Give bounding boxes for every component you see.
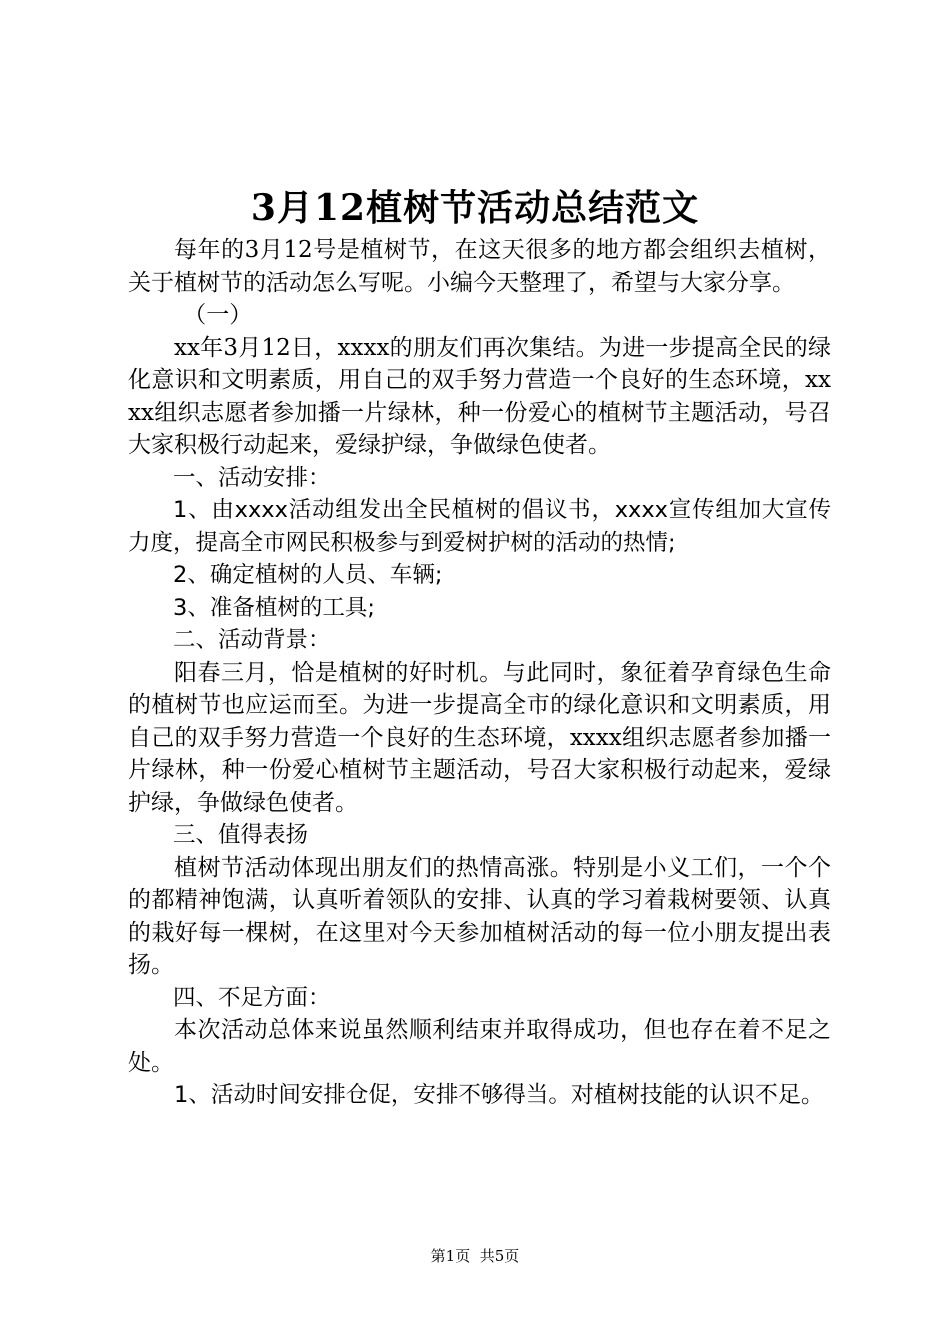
body-paragraph: 阳春三月，恰是植树的好时机。与此同时，象征着孕育绿色生命的植树节也应运而至。为进一步提高全市的绿化意识和文明素质，用自己的双手努力营造一个良好的生态环境，xxxx组织志愿者参加播一片绿林，种一份爱心植树节主题活动，号召大家积极行动起来，爱绿护绿，争做绿色使者。 xyxy=(128,659,831,816)
last-paragraph xyxy=(128,1079,831,1112)
section-heading: 二、活动背景： xyxy=(173,627,331,653)
section-heading: 四、不足方面： xyxy=(173,984,331,1011)
page-total: 共5页 xyxy=(479,1247,520,1265)
document-title: 3月12植树节活动总结范文 xyxy=(250,187,700,229)
list-item: 1、由xxxx活动组发出全民植树的倡议书，xxxx宣传组加大宣传力度，提高全市网民积极参与到爱树护树的活动的热情; xyxy=(128,497,831,556)
list-item: 2、确定植树的人员、车辆; xyxy=(173,562,443,588)
section-heading: 三、值得表扬 xyxy=(173,822,309,848)
last-paragraph-rest: 对植树技能的认识不足。 xyxy=(570,1082,824,1108)
body-paragraph: xx年3月12日，xxxx的朋友们再次集结。为进一步提高全民的绿化意识和文明素质，用自己的双手努力营造一个良好的生态环境，xxxx组织志愿者参加播一片绿林，种一份爱心的植树节主题活动，号召大家积极行动起来，爱绿护绿，争做绿色使者。 xyxy=(128,334,831,458)
document-body xyxy=(128,234,831,1112)
section-number-heading: （一） xyxy=(183,302,253,328)
page-number: 第1页 xyxy=(430,1247,471,1265)
body-paragraph: 本次活动总体来说虽然顺利结束并取得成功，但也存在着不足之处。 xyxy=(128,1017,831,1076)
list-item: 3、准备植树的工具; xyxy=(173,594,375,621)
page-footer xyxy=(0,1246,950,1266)
section-heading: 一、活动安排： xyxy=(173,464,331,491)
intro-paragraph: 每年的3月12号是植树节，在这天很多的地方都会组织去植树，关于植树节的活动怎么写呢。小编今天整理了，希望与大家分享。 xyxy=(128,237,831,296)
body-paragraph: 植树节活动体现出朋友们的热情高涨。特别是小义工们，一个个的都精神饱满，认真听着领队的安排、认真的学习着栽树要领、认真的栽好每一棵树，在这里对今天参加植树活动的每一位小朋友提出表扬。 xyxy=(128,854,831,978)
last-paragraph-lead: 1、活动时间安排仓促，安排不够得当。 xyxy=(174,1082,571,1108)
